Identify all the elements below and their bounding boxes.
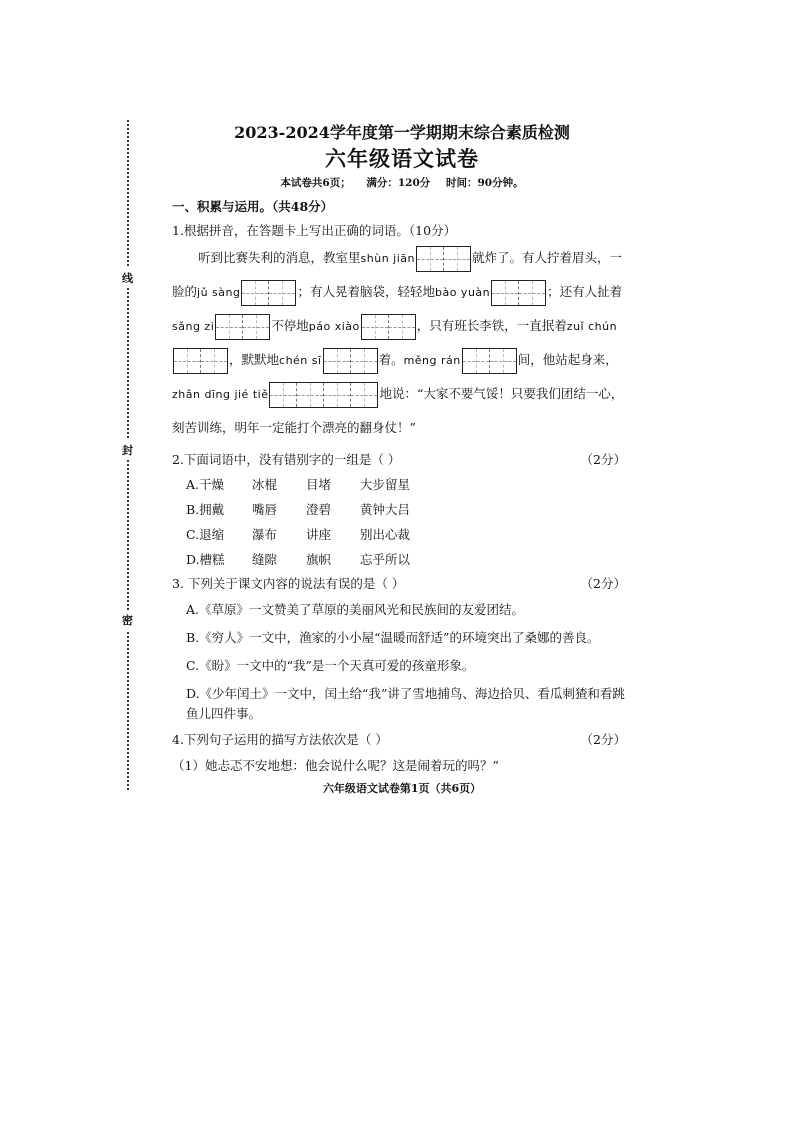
- pinyin: měng rán: [403, 354, 461, 367]
- q4-points: （2分）: [580, 732, 626, 747]
- passage-text: 听到比赛失利的消息，教室里: [198, 250, 361, 265]
- pinyin: chén sī: [279, 354, 322, 367]
- passage-text: 间，他站起身来，: [517, 352, 618, 367]
- question-1: [172, 221, 632, 444]
- exam-page: [172, 118, 632, 796]
- passage-text: 地说：“大家不要气馁！只要我们团结一心，刻苦训练，明年一定能打个漂亮的翻身仗！”: [172, 386, 624, 435]
- exam-subtitle: 六年级语文试卷: [325, 146, 479, 171]
- q2-option-d[interactable]: D.槽糕 缝隙 旗帜 忘乎所以: [186, 552, 411, 567]
- answer-box[interactable]: [241, 280, 296, 306]
- info-pages: 本试卷共6页；: [280, 177, 351, 189]
- passage-text: ，默默地: [229, 352, 280, 367]
- q3-option-c[interactable]: C.《盼》一文中的“我”是一个天真可爱的孩童形象。: [186, 658, 475, 673]
- pinyin: shùn jiān: [360, 252, 415, 265]
- passage-text: ；还有人扯着: [547, 284, 623, 299]
- q3-points: （2分）: [580, 576, 626, 591]
- q2-option-b[interactable]: B.拥戴 嘴唇 澄碧 黄钟大吕: [186, 502, 411, 517]
- q2-stem: 2.下面词语中，没有错别字的一组是（ ）: [172, 452, 401, 467]
- binding-char-xian: 线: [122, 268, 133, 288]
- q4-stem: 4.下列句子运用的描写方法依次是（ ）: [172, 732, 388, 747]
- pinyin: sǎng zi: [172, 320, 215, 333]
- answer-box[interactable]: [323, 348, 378, 374]
- exam-info: [172, 175, 632, 190]
- answer-box[interactable]: [361, 314, 416, 340]
- question-2: [172, 450, 632, 568]
- info-score: 满分：120分: [366, 177, 431, 189]
- answer-box[interactable]: [491, 280, 546, 306]
- answer-box[interactable]: [215, 314, 270, 340]
- q3-stem: 3. 下列关于课文内容的说法有误的是（ ）: [172, 576, 405, 591]
- answer-box[interactable]: [462, 348, 517, 374]
- q2-points: （2分）: [580, 452, 626, 467]
- q2-option-a[interactable]: A.干燥 冰棍 目堵 大步留星: [186, 477, 411, 492]
- pinyin: jǔ sàng: [197, 286, 241, 299]
- binding-char-mi: 密: [122, 610, 133, 630]
- info-time: 时间：90分钟。: [445, 177, 524, 189]
- q4-item-1: （1）她忐忑不安地想：他会说什么呢？这是闹着玩的吗？”: [172, 758, 499, 773]
- exam-title: 2023-2024学年度第一学期期末综合素质检测: [234, 123, 570, 142]
- question-4: [172, 730, 632, 776]
- pinyin: zuǐ chún: [566, 320, 618, 333]
- binding-char-feng: 封: [122, 440, 133, 460]
- passage-text: ，只有班长李铁，一直抿着: [416, 318, 567, 333]
- q2-option-c[interactable]: C.退缩 瀑布 讲座 别出心裁: [186, 527, 411, 542]
- section-heading: 一、积累与运用。（共48分）: [172, 199, 334, 214]
- passage-text: 就炸了。有人拧着眉头，一脸的: [172, 250, 622, 299]
- answer-box[interactable]: [416, 246, 471, 272]
- q1-passage: [172, 241, 632, 444]
- pinyin: páo xiào: [308, 320, 360, 333]
- passage-text: 着。: [378, 352, 404, 367]
- answer-box[interactable]: [173, 348, 228, 374]
- question-3: [172, 574, 632, 724]
- pinyin: bào yuàn: [434, 286, 491, 299]
- q3-option-a[interactable]: A.《草原》一文赞美了草原的美丽风光和民族间的友爱团结。: [186, 602, 525, 617]
- passage-text: 不停地: [271, 318, 309, 333]
- pinyin: zhǎn dīng jié tiě: [172, 388, 269, 401]
- passage-text: ；有人晃着脑袋，轻轻地: [297, 284, 435, 299]
- q2-options: [186, 475, 632, 568]
- answer-box[interactable]: [269, 382, 378, 408]
- page-footer: 六年级语文试卷第1页（共6页）: [322, 782, 482, 795]
- q3-option-d[interactable]: D.《少年闰土》一文中，闰土给“我”讲了雪地捕鸟、海边拾贝、看瓜刺猹和看跳鱼儿四件事。: [186, 686, 625, 721]
- q1-stem: 1.根据拼音，在答题卡上写出正确的词语。（10分）: [172, 223, 457, 238]
- q3-option-b[interactable]: B.《穷人》一文中，渔家的小小屋“温暖而舒适”的环境突出了桑娜的善良。: [186, 630, 600, 645]
